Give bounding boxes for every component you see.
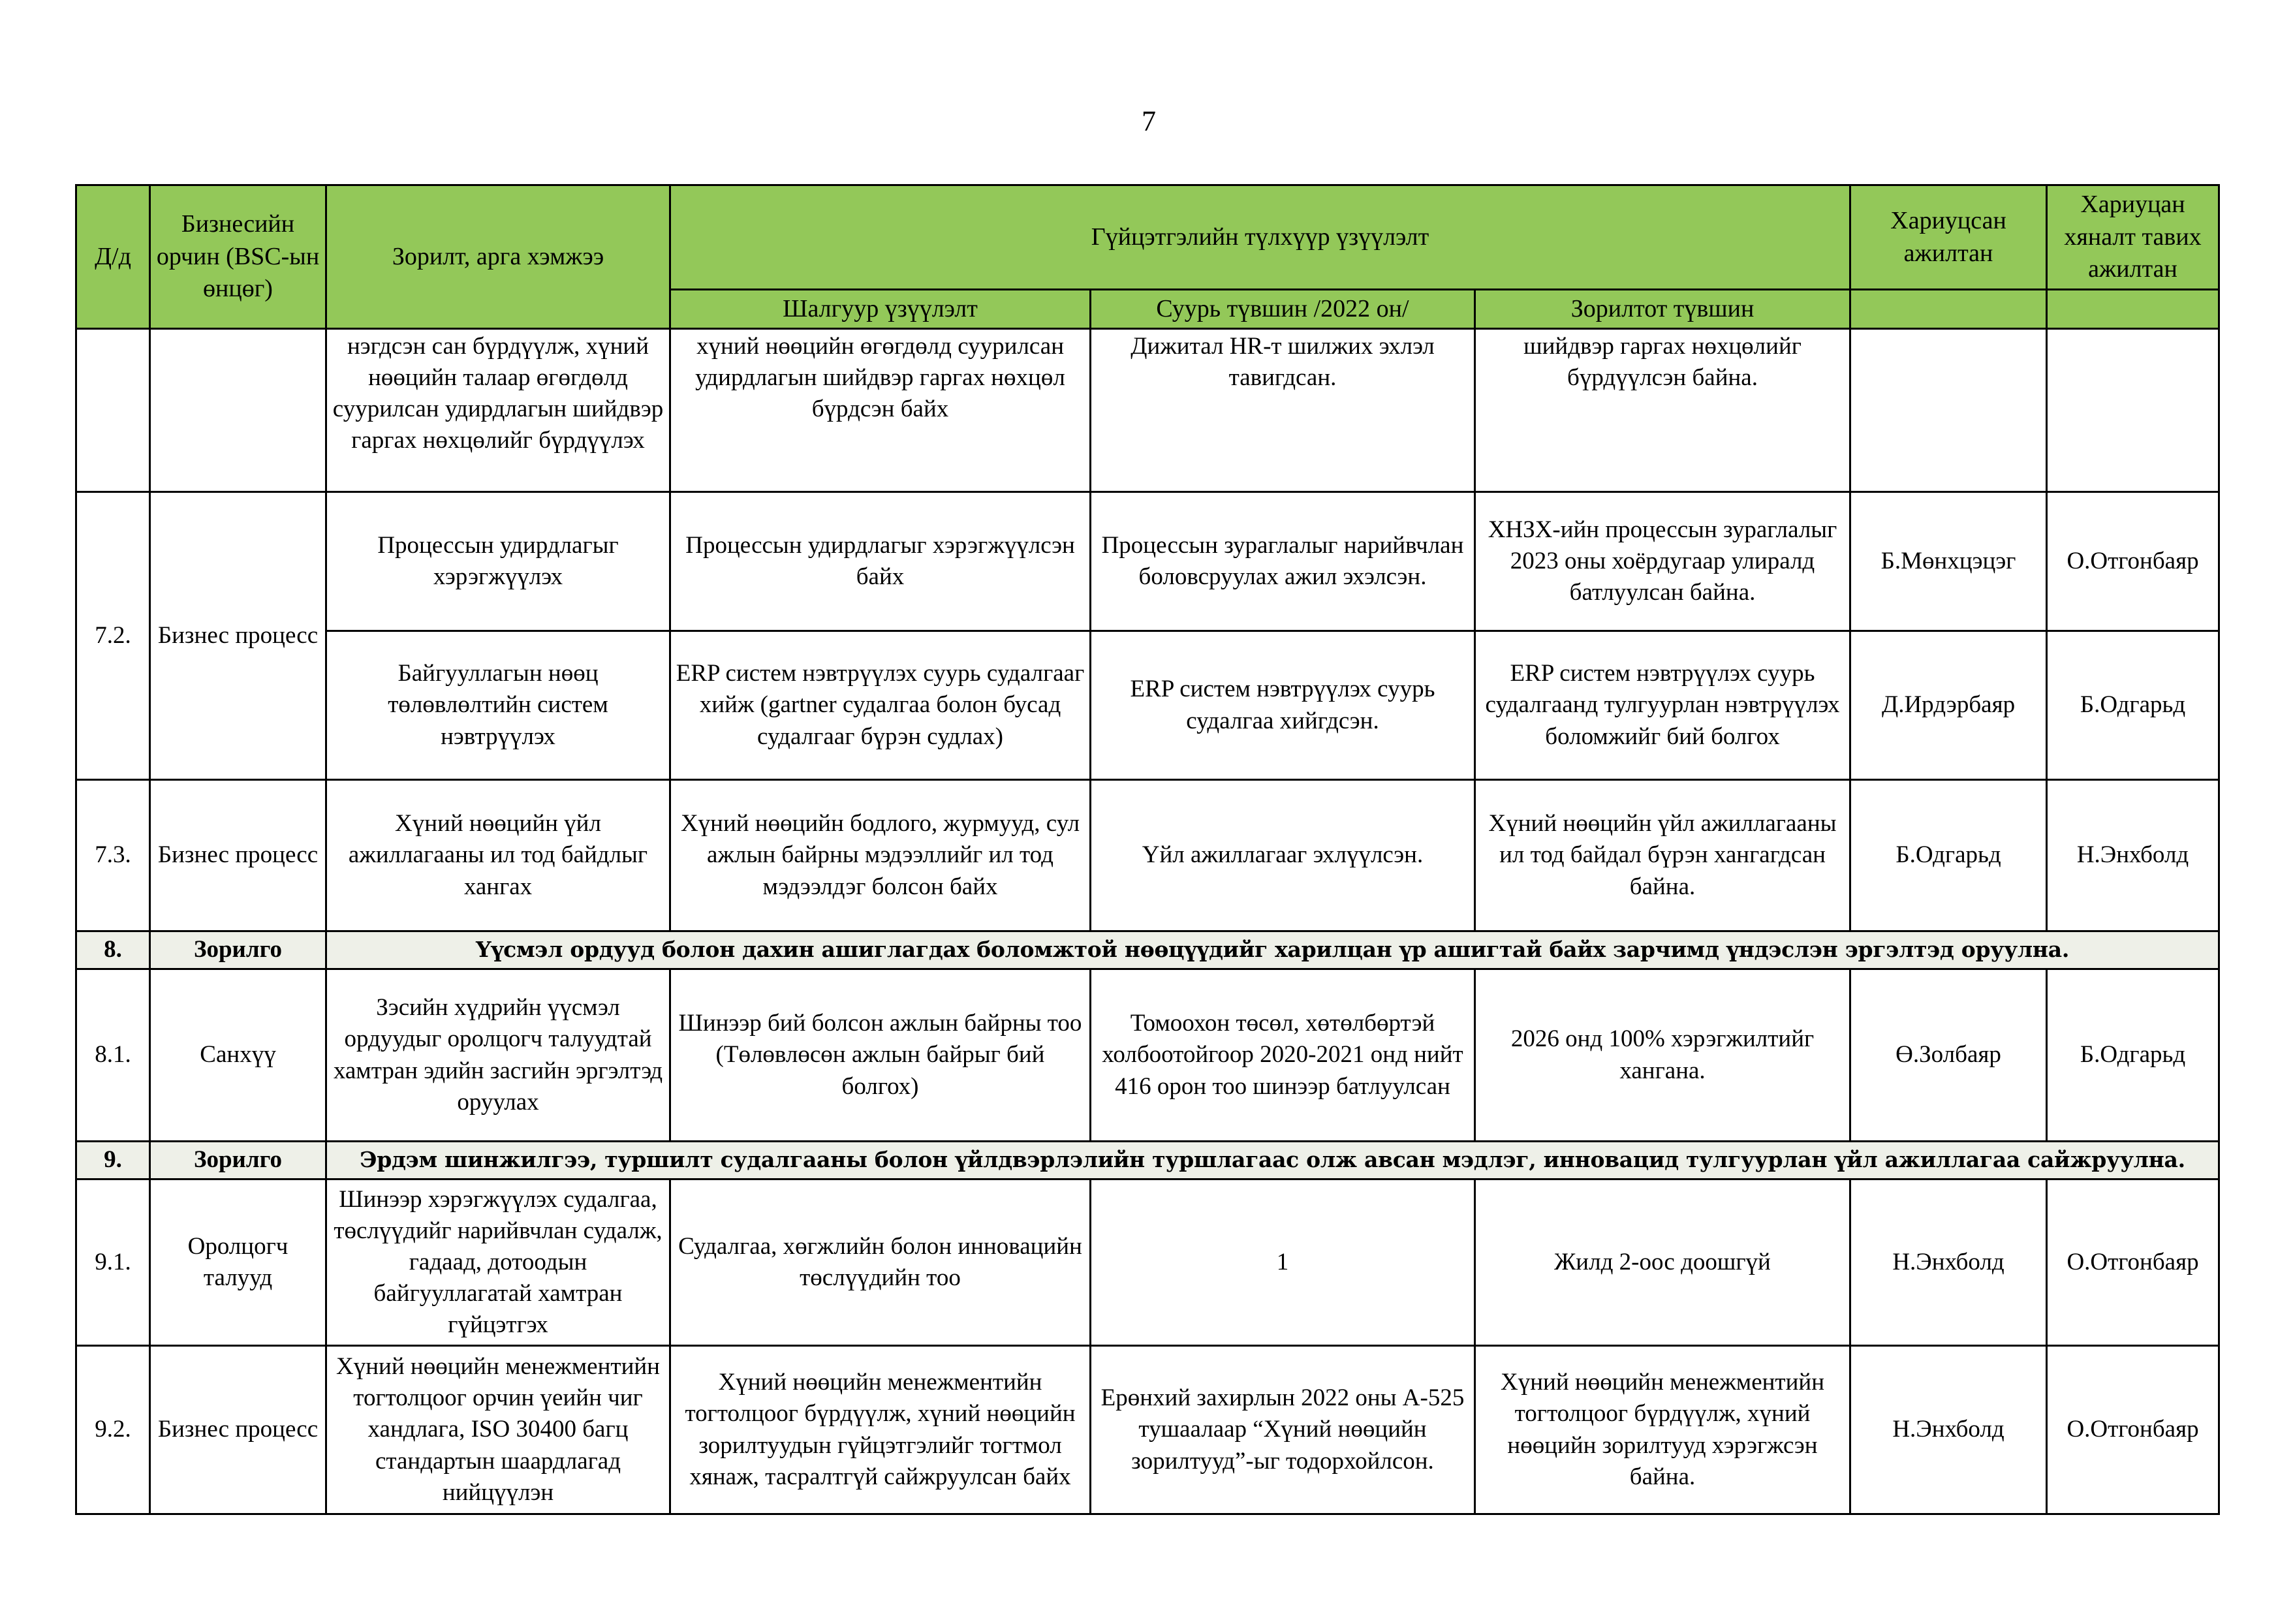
cell-criteria: Процессын удирдлагыг хэрэгжүүлсэн байх [670,492,1091,631]
cell-baseline: Ерөнхий захирлын 2022 оны А-525 тушаалаар “Хүний нөөцийн зорилтууд”-ыг тодорхойлсон. [1091,1346,1475,1514]
goal-row [76,931,2219,969]
header-supervisor-blank [2047,290,2219,329]
cell-responsible [1850,329,2047,492]
cell-baseline: Үйл ажиллагааг эхлүүлсэн. [1091,780,1475,931]
cell-responsible: Б.Одгарьд [1850,780,2047,931]
header-supervisor: Хариуцан хяналт тавих ажилтан [2047,185,2219,290]
header-kpi: Гүйцэтгэлийн түлхүүр үзүүлэлт [670,185,1850,290]
cell-responsible: Ө.Золбаяр [1850,969,2047,1142]
table-row [76,780,2219,931]
goal-label: Зорилго [150,931,326,969]
cell-target: 2026 онд 100% хэрэгжилтийг хангана. [1475,969,1850,1142]
cell-baseline: 1 [1091,1179,1475,1346]
kpi-table [75,184,2220,1515]
cell-baseline: Процессын зураглалыг нарийвчлан боловсруулах ажил эхэлсэн. [1091,492,1475,631]
cell-no: 8.1. [76,969,150,1142]
goal-label: Зорилго [150,1142,326,1179]
cell-responsible: Н.Энхболд [1850,1179,2047,1346]
cell-no: 9.2. [76,1346,150,1514]
table-row [76,492,2219,631]
cell-target: Хүний нөөцийн менежментийн тогтолцоог бүрдүүлж, хүний нөөцийн зорилтууд хэрэгжсэн байна. [1475,1346,1850,1514]
header-responsible-blank [1850,290,2047,329]
cell-baseline: ERP систем нэвтрүүлэх суурь судалгаа хийгдсэн. [1091,631,1475,780]
cell-supervisor: О.Отгонбаяр [2047,1179,2219,1346]
goal-text: Үүсмэл ордууд болон дахин ашиглагдах боломжтой нөөцүүдийг харилцан үр ашигтай байх зарчимд үндэслэн эргэлтэд оруулна. [326,931,2219,969]
cell-target: шийдвэр гаргах нөхцөлийг бүрдүүлсэн байна. [1475,329,1850,492]
goal-text: Эрдэм шинжилгээ, туршилт судалгааны болон үйлдвэрлэлийн туршлагаас олж авсан мэдлэг, инновацид тулгуурлан үйл ажиллагаа сайжруулна. [326,1142,2219,1179]
cell-goal: нэгдсэн сан бүрдүүлж, хүний нөөцийн талаар өгөгдөлд суурилсан удирдлагын шийдвэр гаргах нөхцөлийг бүрдүүлэх [326,329,670,492]
cell-criteria: хүний нөөцийн өгөгдөлд суурилсан удирдлагын шийдвэр гаргах нөхцөл бүрдсэн байх [670,329,1091,492]
cell-env: Бизнес процесс [150,1346,326,1514]
cell-target: Жилд 2-оос доошгүй [1475,1179,1850,1346]
cell-target: Хүний нөөцийн үйл ажиллагааны ил тод байдал бүрэн хангагдсан байна. [1475,780,1850,931]
header-dd: Д/д [76,185,150,329]
cell-target: ERP систем нэвтрүүлэх суурь судалгаанд тулгуурлан нэвтрүүлэх боломжийг бий болгох [1475,631,1850,780]
goal-number: 8. [76,931,150,969]
cell-env: Санхүү [150,969,326,1142]
cell-env [150,329,326,492]
cell-no: 7.3. [76,780,150,931]
table-row [76,969,2219,1142]
cell-goal: Зэсийн хүдрийн үүсмэл ордуудыг оролцогч талуудтай хамтран эдийн засгийн эргэлтэд оруулах [326,969,670,1142]
table-row [76,631,2219,780]
cell-baseline: Дижитал HR-т шилжих эхлэл тавигдсан. [1091,329,1475,492]
cell-goal: Хүний нөөцийн үйл ажиллагааны ил тод байдлыг хангах [326,780,670,931]
cell-no: 7.2. [76,492,150,780]
cell-goal: Процессын удирдлагыг хэрэгжүүлэх [326,492,670,631]
table-row [76,329,2219,492]
cell-criteria: Судалгаа, хөгжлийн болон инновацийн төслүүдийн тоо [670,1179,1091,1346]
cell-supervisor: Б.Одгарьд [2047,969,2219,1142]
cell-env: Бизнес процесс [150,492,326,780]
cell-supervisor: Н.Энхболд [2047,780,2219,931]
cell-goal: Шинээр хэрэгжүүлэх судалгаа, төслүүдийг нарийвчлан судалж, гадаад, дотоодын байгууллагатай хамтран гүйцэтгэх [326,1179,670,1346]
header-responsible: Хариуцсан ажилтан [1850,185,2047,290]
header-env: Бизнесийн орчин (BSC-ын өнцөг) [150,185,326,329]
goal-number: 9. [76,1142,150,1179]
cell-supervisor: О.Отгонбаяр [2047,1346,2219,1514]
table-row [76,1346,2219,1514]
header-target: Зорилтот түвшин [1475,290,1850,329]
cell-responsible: Б.Мөнхцэцэг [1850,492,2047,631]
cell-supervisor: Б.Одгарьд [2047,631,2219,780]
cell-target: ХНЗХ-ийн процессын зураглалыг 2023 оны хоёрдугаар улиралд батлуулсан байна. [1475,492,1850,631]
cell-supervisor [2047,329,2219,492]
cell-no [76,329,150,492]
cell-criteria: Хүний нөөцийн бодлого, журмууд, сул ажлын байрны мэдээллийг ил тод мэдээлдэг болсон байх [670,780,1091,931]
cell-baseline: Томоохон төсөл, хөтөлбөртэй холбоотойгоор 2020-2021 онд нийт 416 орон тоо шинээр батлуулсан [1091,969,1475,1142]
cell-criteria: Шинээр бий болсон ажлын байрны тоо (Төлөвлөсөн ажлын байрыг бий болгох) [670,969,1091,1142]
cell-responsible: Д.Ирдэрбаяр [1850,631,2047,780]
cell-criteria: ERP систем нэвтрүүлэх суурь судалгааг хийж (gartner судалгаа болон бусад судалгааг бүрэн судлах) [670,631,1091,780]
header-baseline: Суурь түвшин /2022 он/ [1091,290,1475,329]
cell-env: Оролцогч талууд [150,1179,326,1346]
cell-responsible: Н.Энхболд [1850,1346,2047,1514]
header-goal: Зорилт, арга хэмжээ [326,185,670,329]
cell-env: Бизнес процесс [150,780,326,931]
header-criteria: Шалгуур үзүүлэлт [670,290,1091,329]
table-row [76,1179,2219,1346]
cell-supervisor: О.Отгонбаяр [2047,492,2219,631]
page-number: 7 [1142,105,1156,137]
cell-goal: Байгууллагын нөөц төлөвлөлтийн систем нэвтрүүлэх [326,631,670,780]
cell-no: 9.1. [76,1179,150,1346]
cell-goal: Хүний нөөцийн менежментийн тогтолцоог орчин үеийн чиг хандлага, ISO 30400 багц стандартын шаардлагад нийцүүлэн [326,1346,670,1514]
goal-row [76,1142,2219,1179]
cell-criteria: Хүний нөөцийн менежментийн тогтолцоог бүрдүүлж, хүний нөөцийн зорилтуудын гүйцэтгэлийг тогтмол хянаж, тасралтгүй сайжруулсан байх [670,1346,1091,1514]
